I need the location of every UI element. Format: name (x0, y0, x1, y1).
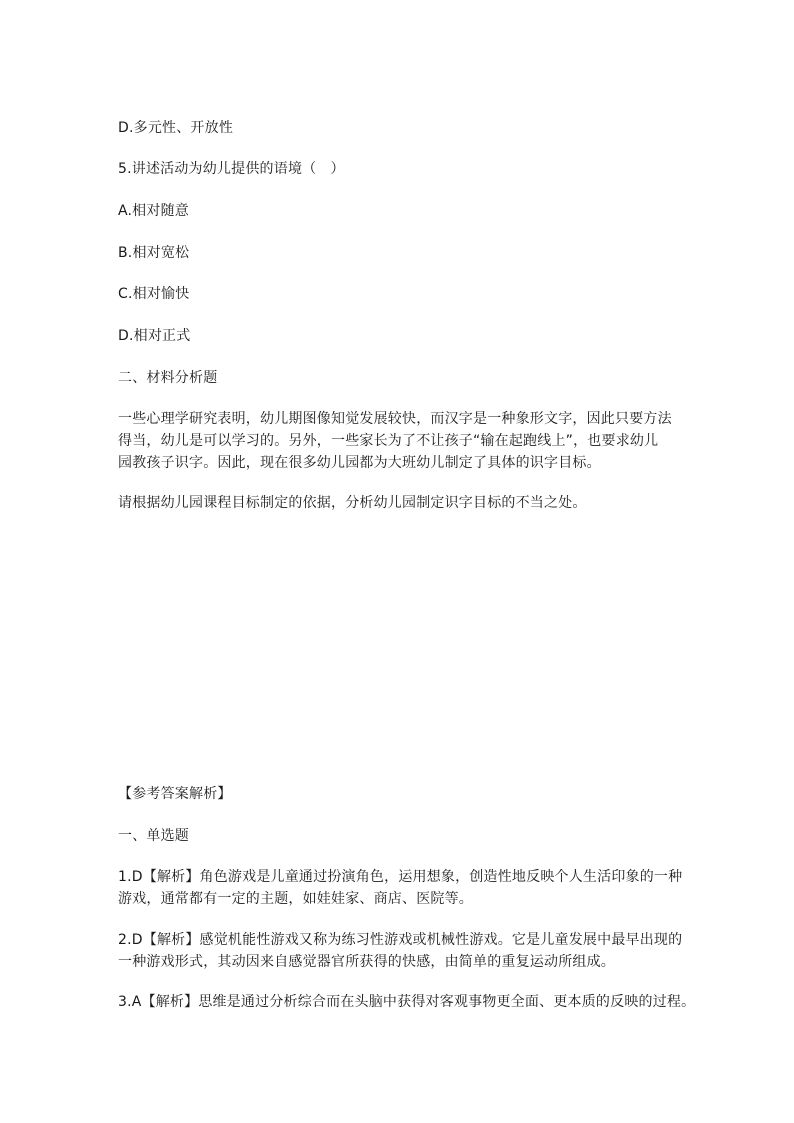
material-line: 得当，幼儿是可以学习的。另外，一些家长为了不让孩子“输在起跑线上”，也要求幼儿 (118, 433, 659, 449)
material-line: 一些心理学研究表明，幼儿期图像知觉发展较快，而汉字是一种象形文字，因此只要方法 (118, 411, 672, 427)
answer-line: 一种游戏形式，其动因来自感觉器官所获得的快感，由简单的重复运动所组成。 (118, 954, 615, 970)
answer-item-3 (118, 991, 696, 1013)
material-question: 请根据幼儿园课程目标制定的依据，分析幼儿园制定识字目标的不当之处。 (118, 495, 587, 511)
q4-option-d: D.多元性、开放性 (118, 120, 234, 136)
section2-heading: 二、材料分析题 (118, 370, 218, 386)
material-paragraph (118, 408, 688, 474)
answer-line: 3.A【解析】思维是通过分析综合而在头脑中获得对客观事物更全面、更本质的反映的过程。 (118, 994, 696, 1010)
q5-option-c: C.相对愉快 (118, 286, 190, 302)
answer-line: 1.D【解析】角色游戏是儿童通过扮演角色，运用想象，创造性地反映个人生活印象的一种 (118, 869, 683, 885)
q5-option-b: B.相对宽松 (118, 245, 190, 261)
answers-section-heading: 一、单选题 (118, 828, 189, 844)
answer-line: 2.D【解析】感觉机能性游戏又称为练习性游戏或机械性游戏。它是儿童发展中最早出现的 (118, 932, 683, 948)
answer-line: 游戏，通常都有一定的主题，如娃娃家、商店、医院等。 (118, 891, 473, 907)
material-line: 园教孩子识字。因此，现在很多幼儿园都为大班幼儿制定了具体的识字目标。 (118, 455, 601, 471)
answers-heading: 【参考答案解析】 (118, 786, 232, 802)
answer-item-2 (118, 929, 688, 973)
q5-option-d: D.相对正式 (118, 328, 191, 344)
answer-item-1 (118, 866, 688, 910)
q5-option-a: A.相对随意 (118, 203, 189, 219)
q5-stem: 5.讲述活动为幼儿提供的语境（ ） (118, 161, 345, 177)
